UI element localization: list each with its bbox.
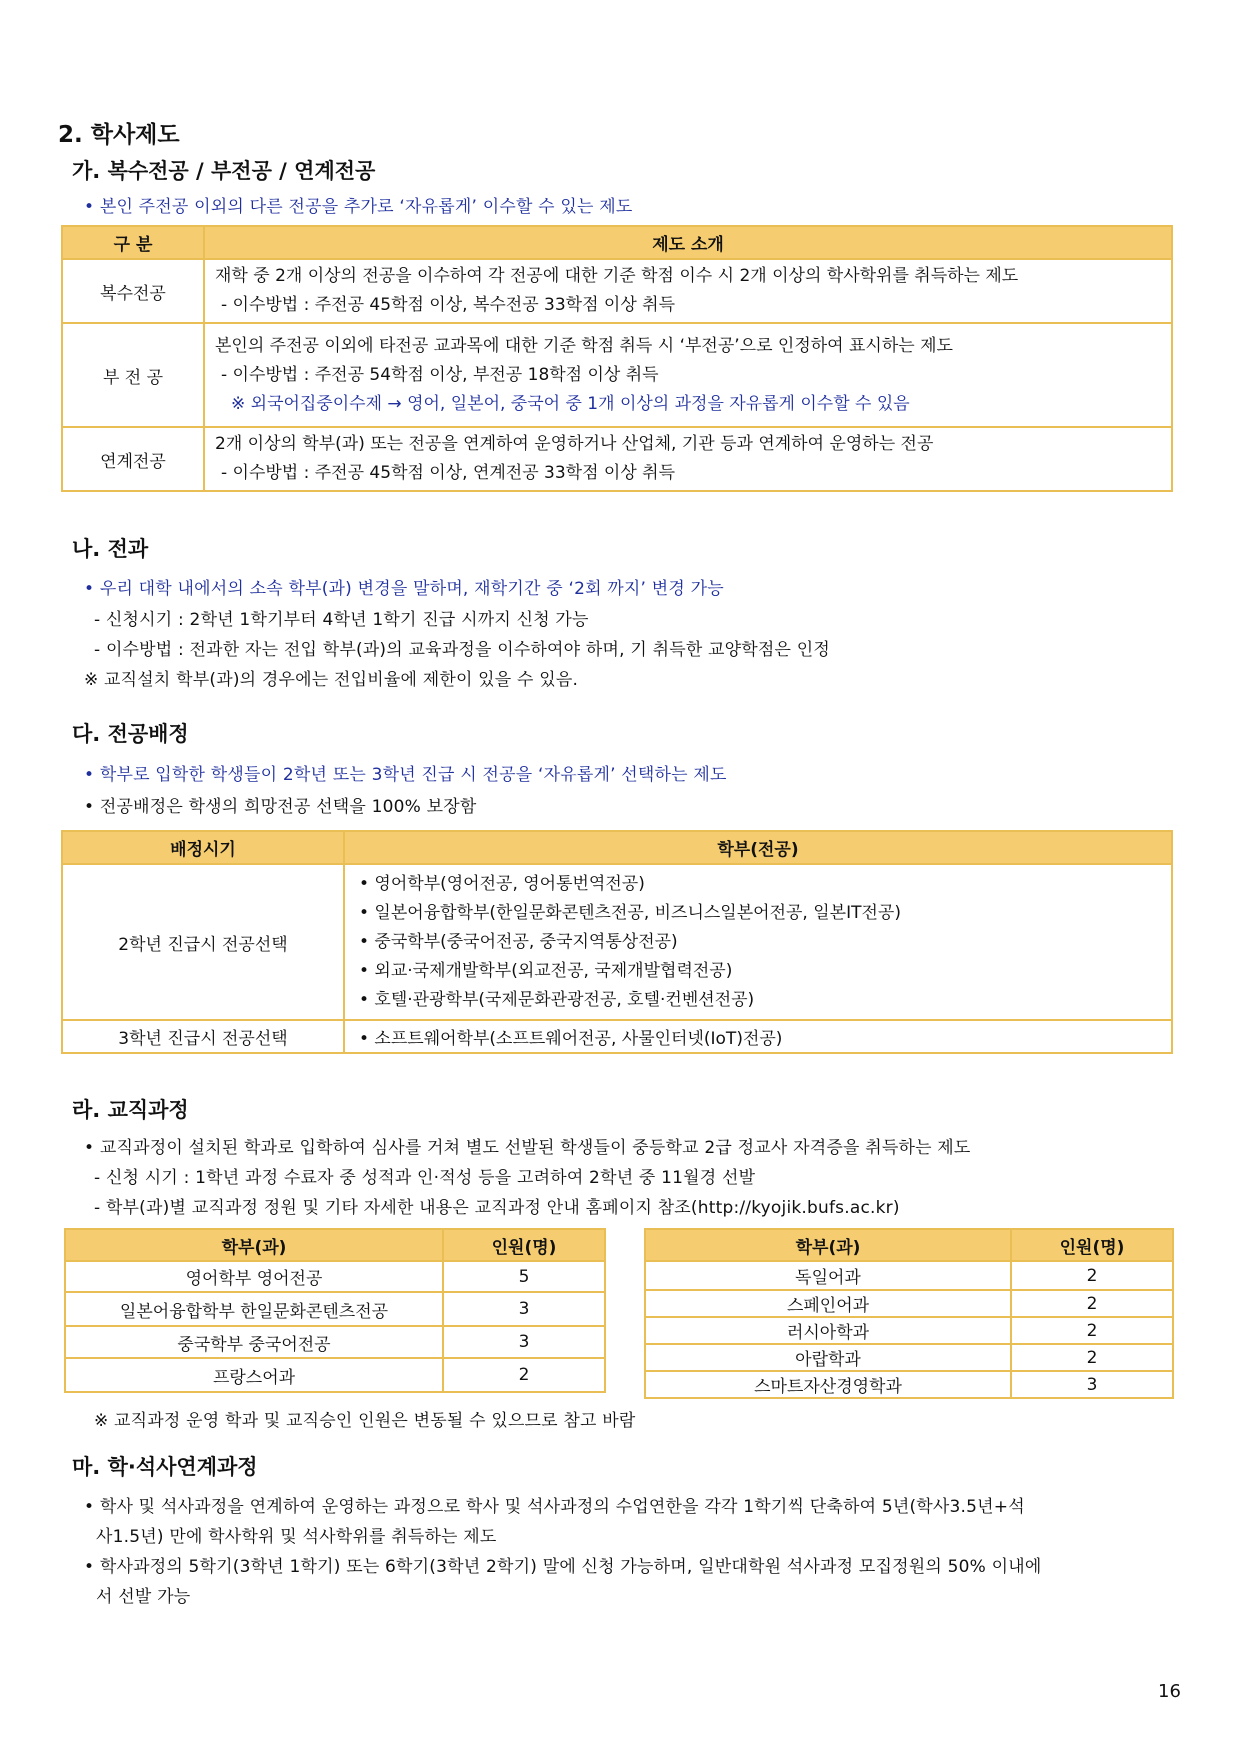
section-e-bullet2-cont: 서 선발 가능: [96, 1587, 191, 1607]
table-row: [645, 1371, 1173, 1398]
list-item: • 영어학부(영어전공, 영어통번역전공): [359, 873, 645, 894]
section-c-bullet1: • 학부로 입학한 학생들이 2학년 또는 3학년 진급 시 전공을 ‘자유롭게’ 선택하는 제도: [84, 765, 727, 785]
page-number: 16: [1158, 1681, 1181, 1702]
row-label: 3학년 진급시 전공선택: [62, 1020, 344, 1053]
row-description: [204, 323, 1172, 427]
table-header-department: 학부(과): [645, 1229, 1011, 1261]
major-assignment-table: [61, 830, 1173, 1054]
section-d-note: ※ 교직과정 운영 학과 및 교직승인 인원은 변동될 수 있으므로 참고 바람: [94, 1411, 636, 1431]
table-row: [645, 1261, 1173, 1290]
teaching-course-table-left: [64, 1228, 606, 1393]
section-a-title: 가. 복수전공 / 부전공 / 연계전공: [72, 159, 376, 183]
section-e-bullet1: • 학사 및 석사과정을 연계하여 운영하는 과정으로 학사 및 석사과정의 수업연한을 각각 1학기씩 단축하여 5년(학사3.5년+석: [84, 1497, 1025, 1517]
list-item: • 호텔·관광학부(국제문화관광전공, 호텔·컨벤션전공): [359, 989, 755, 1010]
list-item: • 외교·국제개발학부(외교전공, 국제개발협력전공): [359, 960, 733, 981]
dept-cell: 중국학부 중국어전공: [65, 1326, 443, 1358]
table-row: [62, 1020, 1172, 1053]
count-cell: 3: [443, 1326, 605, 1358]
section-a-bullet: • 본인 주전공 이외의 다른 전공을 추가로 ‘자유롭게’ 이수할 수 있는 제도: [84, 197, 633, 217]
table-row: [645, 1290, 1173, 1317]
table-header-timing: 배정시기: [62, 831, 344, 864]
table-row: [65, 1292, 605, 1326]
table-row: [65, 1326, 605, 1358]
table-header-count: 인원(명): [443, 1229, 605, 1261]
department-list: [344, 864, 1172, 1020]
dept-cell: 영어학부 영어전공: [65, 1261, 443, 1292]
list-item: • 소프트웨어학부(소프트웨어전공, 사물인터넷(IoT)전공): [344, 1020, 1172, 1053]
section-c-bullet2: • 전공배정은 학생의 희망전공 선택을 100% 보장함: [84, 797, 477, 817]
major-system-table: [61, 225, 1173, 492]
dept-cell: 프랑스어과: [65, 1358, 443, 1392]
count-cell: 3: [1011, 1371, 1173, 1398]
desc-line: - 이수방법 : 주전공 45학점 이상, 연계전공 33학점 이상 취득: [221, 463, 676, 483]
section-b-bullet: • 우리 대학 내에서의 소속 학부(과) 변경을 말하며, 재학기간 중 ‘2회 까지’ 변경 가능: [84, 579, 724, 599]
desc-line: - 이수방법 : 주전공 45학점 이상, 복수전공 33학점 이상 취득: [221, 295, 676, 315]
row-description: [204, 427, 1172, 491]
table-header-department: 학부(과): [65, 1229, 443, 1261]
table-row: [645, 1344, 1173, 1371]
section-b-line2: - 이수방법 : 전과한 자는 전입 학부(과)의 교육과정을 이수하여야 하며, 기 취득한 교양학점은 인정: [94, 640, 831, 660]
table-row: [62, 864, 1172, 1020]
dept-cell: 스마트자산경영학과: [645, 1371, 1011, 1398]
dept-cell: 아랍학과: [645, 1344, 1011, 1371]
row-label: 2학년 진급시 전공선택: [62, 864, 344, 1020]
table-header-description: 제도 소개: [204, 226, 1172, 259]
count-cell: 2: [1011, 1317, 1173, 1344]
dept-cell: 일본어융합학부 한일문화콘텐츠전공: [65, 1292, 443, 1326]
section-e-bullet2: • 학사과정의 5학기(3학년 1학기) 또는 6학기(3학년 2학기) 말에 신청 가능하며, 일반대학원 석사과정 모집정원의 50% 이내에: [84, 1557, 1042, 1577]
section-e-bullet1-cont: 사1.5년) 만에 학사학위 및 석사학위를 취득하는 제도: [96, 1527, 497, 1547]
table-row: [65, 1261, 605, 1292]
row-label: 부 전 공: [62, 323, 204, 427]
count-cell: 3: [443, 1292, 605, 1326]
section-d-line1: - 신청 시기 : 1학년 과정 수료자 중 성적과 인·적성 등을 고려하여 2학년 중 11월경 선발: [94, 1168, 756, 1188]
desc-line: - 이수방법 : 주전공 54학점 이상, 부전공 18학점 이상 취득: [221, 364, 659, 385]
dept-cell: 스페인어과: [645, 1290, 1011, 1317]
row-description: [204, 259, 1172, 323]
table-row: [62, 323, 1172, 427]
desc-line: 본인의 주전공 이외에 타전공 교과목에 대한 기준 학점 취득 시 ‘부전공’으로 인정하여 표시하는 제도: [215, 335, 953, 356]
table-row: [62, 427, 1172, 491]
count-cell: 2: [1011, 1344, 1173, 1371]
desc-note: ※ 외국어집중이수제 → 영어, 일본어, 중국어 중 1개 이상의 과정을 자유롭게 이수할 수 있음: [231, 393, 910, 414]
count-cell: 2: [443, 1358, 605, 1392]
table-header-department: 학부(전공): [344, 831, 1172, 864]
section-b-line1: - 신청시기 : 2학년 1학기부터 4학년 1학기 진급 시까지 신청 가능: [94, 610, 589, 630]
table-row: [65, 1358, 605, 1392]
table-row: [62, 259, 1172, 323]
row-label: 연계전공: [62, 427, 204, 491]
desc-line: 2개 이상의 학부(과) 또는 전공을 연계하여 운영하거나 산업체, 기관 등과 연계하여 운영하는 전공: [215, 434, 934, 454]
section-d-line2: - 학부(과)별 교직과정 정원 및 기타 자세한 내용은 교직과정 안내 홈페이지 참조(http://kyojik.bufs.ac.kr): [94, 1198, 900, 1218]
table-header-category: 구 분: [62, 226, 204, 259]
count-cell: 2: [1011, 1290, 1173, 1317]
desc-line: 재학 중 2개 이상의 전공을 이수하여 각 전공에 대한 기준 학점 이수 시 2개 이상의 학사학위를 취득하는 제도: [215, 266, 1019, 286]
section-e-title: 마. 학·석사연계과정: [72, 1455, 258, 1479]
row-label: 복수전공: [62, 259, 204, 323]
table-row: [645, 1317, 1173, 1344]
table-header-count: 인원(명): [1011, 1229, 1173, 1261]
dept-cell: 독일어과: [645, 1261, 1011, 1290]
dept-cell: 러시아학과: [645, 1317, 1011, 1344]
count-cell: 5: [443, 1261, 605, 1292]
list-item: • 일본어융합학부(한일문화콘텐츠전공, 비즈니스일본어전공, 일본IT전공): [359, 902, 901, 923]
list-item: • 중국학부(중국어전공, 중국지역통상전공): [359, 931, 678, 952]
teaching-course-table-right: [644, 1228, 1174, 1399]
count-cell: 2: [1011, 1261, 1173, 1290]
main-heading: 2. 학사제도: [58, 122, 180, 148]
section-d-bullet: • 교직과정이 설치된 학과로 입학하여 심사를 거쳐 별도 선발된 학생들이 중등학교 2급 정교사 자격증을 취득하는 제도: [84, 1138, 971, 1158]
section-b-note: ※ 교직설치 학부(과)의 경우에는 전입비율에 제한이 있을 수 있음.: [84, 670, 579, 690]
section-b-title: 나. 전과: [72, 537, 149, 561]
section-d-title: 라. 교직과정: [72, 1098, 189, 1122]
section-c-title: 다. 전공배정: [72, 722, 189, 746]
